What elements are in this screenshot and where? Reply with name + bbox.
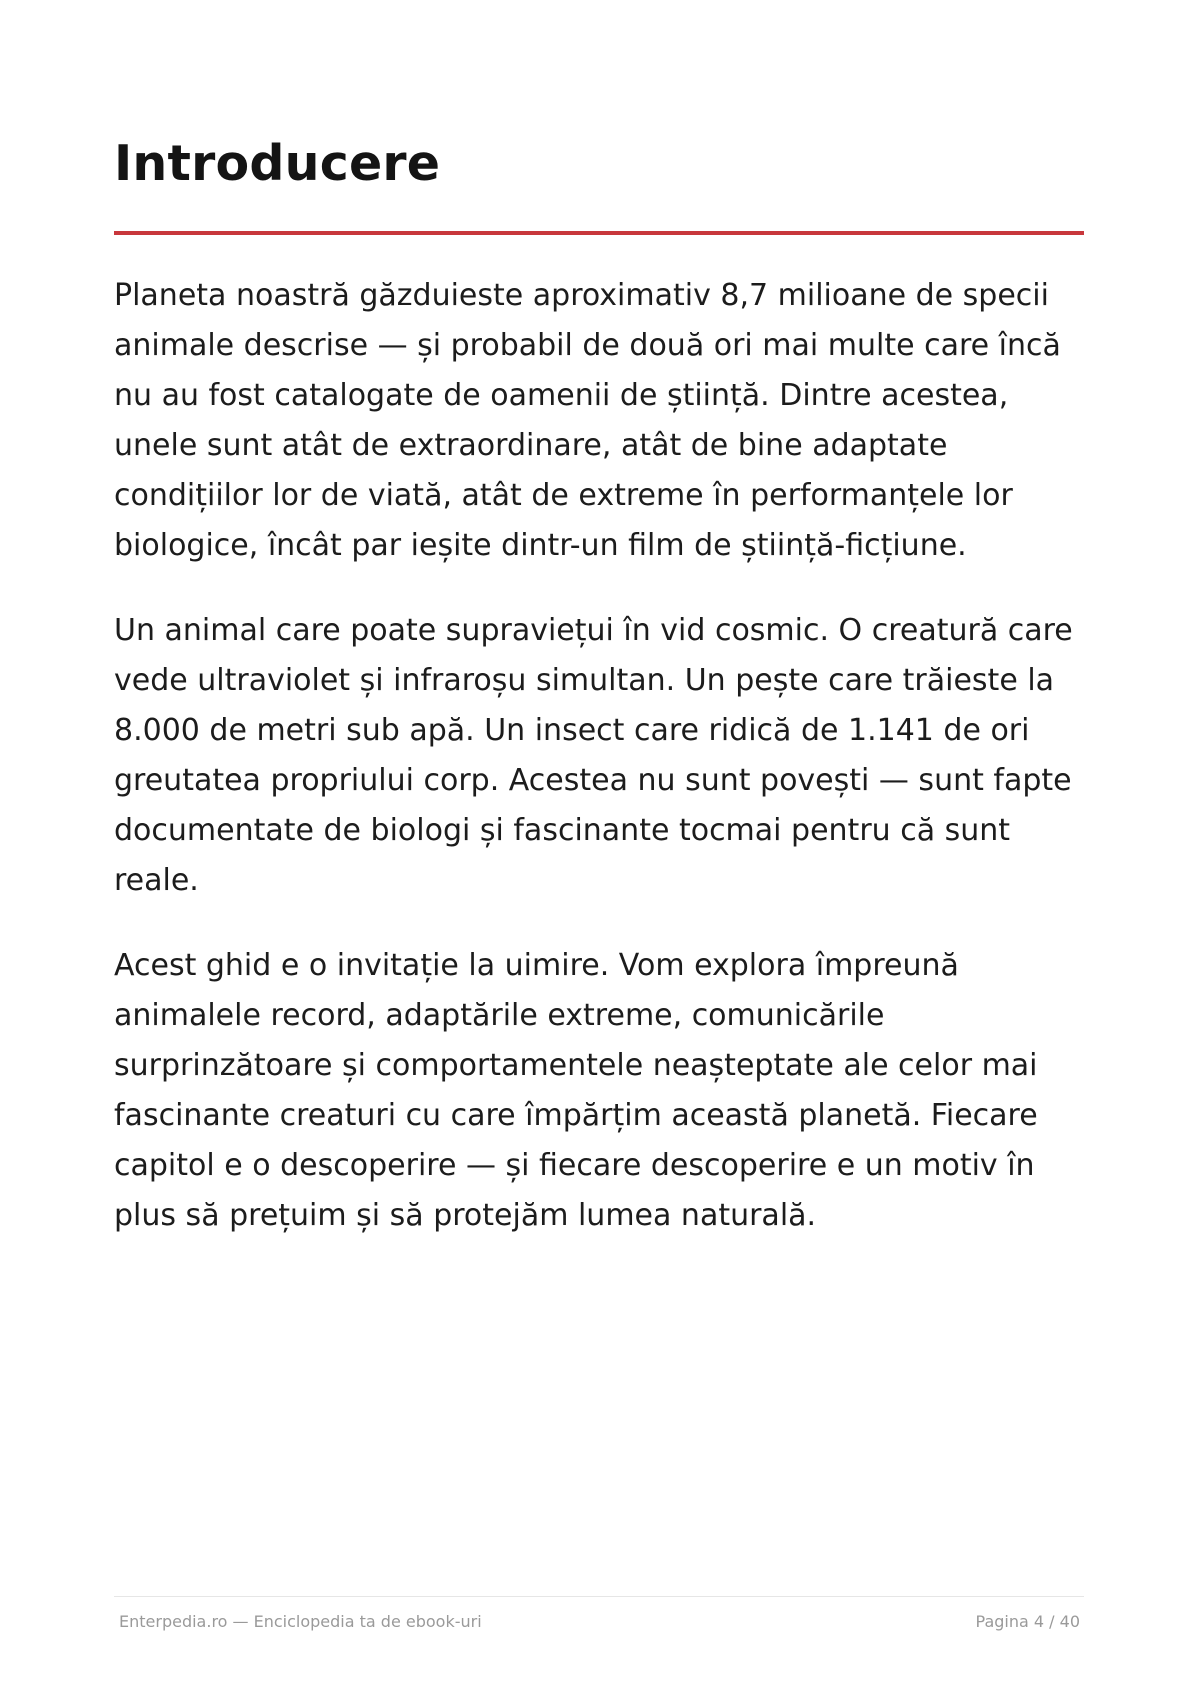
paragraph-2: Un animal care poate supraviețui în vid cosmic. O creatură care vede ultraviolet și infraroșu simultan. Un pește care trăieste la 8.000 de metri sub apă. Un insect care ridică de 1.141 de ori greutatea propriului corp. Acestea nu sunt povești — sunt fapte documentate de biologi și fascinante tocmai pentru că sunt reale. bbox=[114, 613, 1073, 898]
paragraph-1: Planeta noastră găzduieste aproximativ 8,7 milioane de specii animale descrise — și probabil de două ori mai multe care încă nu au fost catalogate de oamenii de știință. Dintre acestea, unele sunt atât de extraordinare, atât de bine adaptate condițiilor lor de viată, atât de extreme în performanțele lor biologice, încât par ieșite dintr-un film de știință-ficțiune. bbox=[114, 278, 1061, 563]
page-title: Introducere bbox=[114, 135, 441, 192]
footer-divider bbox=[114, 1596, 1084, 1597]
footer-page-number: Pagina 4 / 40 bbox=[975, 1612, 1080, 1631]
page-content bbox=[114, 128, 1084, 1241]
title-divider bbox=[114, 231, 1084, 235]
paragraph-3: Acest ghid e o invitație la uimire. Vom explora împreună animalele record, adaptările extreme, comunicările surprinzătoare și comportamentele neașteptate ale celor mai fascinante creaturi cu care împărțim această planetă. Fiecare capitol e o descoperire — și fiecare descoperire e un motiv în plus să prețuim și să protejăm lumea naturală. bbox=[114, 948, 1038, 1233]
footer-site-name: Enterpedia.ro — Enciclopedia ta de ebook-uri bbox=[119, 1612, 482, 1631]
